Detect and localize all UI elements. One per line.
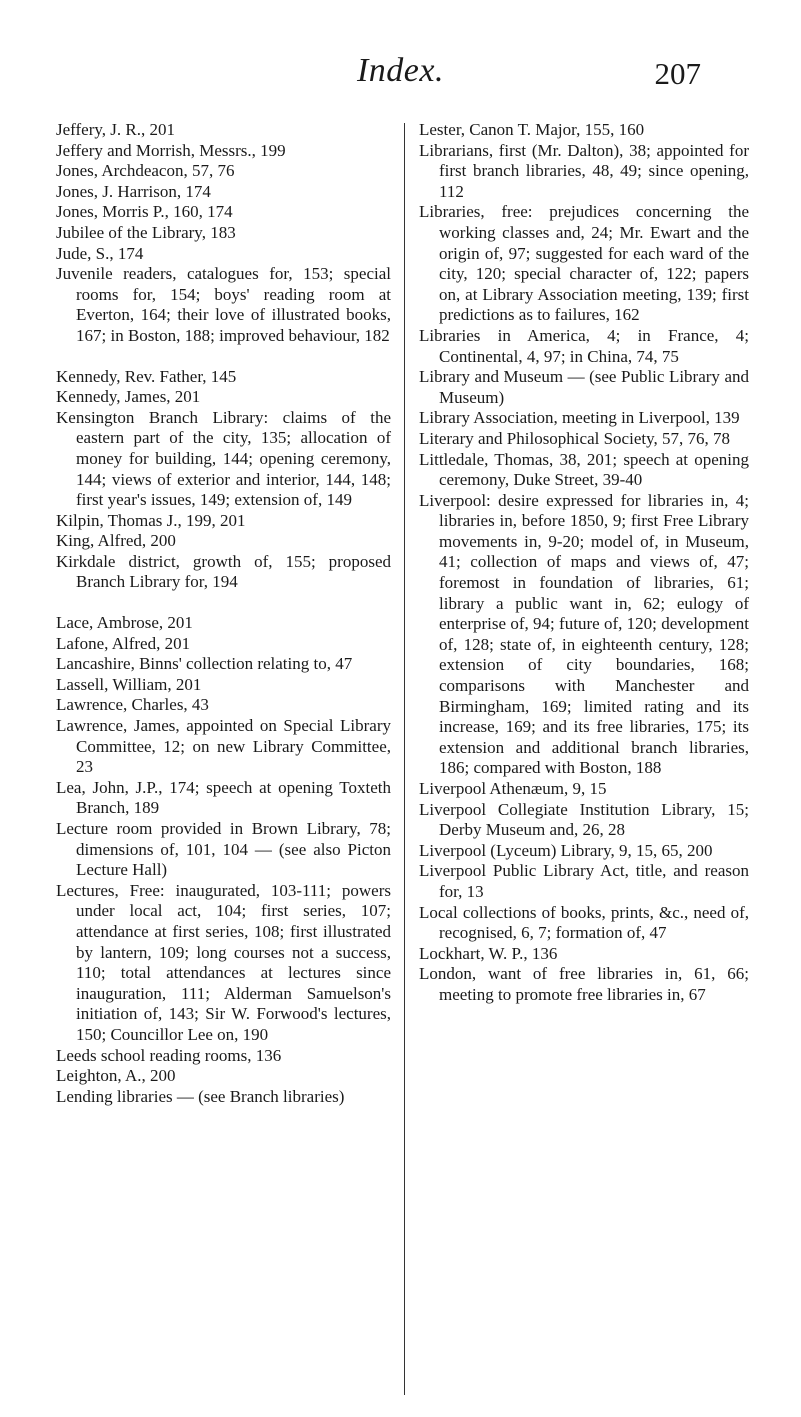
- index-entry: Lecture room provided in Brown Library, 78; dimensions of, 101, 104 — (see also Picton Lecture Hall): [56, 819, 391, 880]
- index-entry: London, want of free libraries in, 61, 66; meeting to promote free libraries in, 67: [419, 964, 749, 1004]
- index-entry: Lace, Ambrose, 201: [56, 613, 193, 633]
- index-entry: Lancashire, Binns' collection relating to, 47: [56, 654, 353, 674]
- index-entry: Libraries in America, 4; in France, 4; Continental, 4, 97; in China, 74, 75: [419, 325, 749, 366]
- index-entry: Juvenile readers, catalogues for, 153; special rooms for, 154; boys' reading room at Everton, 164; their love of illustrated books, 167; in Boston, 188; improved behaviour, 182: [56, 264, 391, 345]
- index-entry: Literary and Philosophical Society, 57, 76, 78: [419, 428, 730, 448]
- index-entry: Lawrence, Charles, 43: [56, 695, 209, 715]
- index-entry: Liverpool Athenæum, 9, 15: [419, 779, 607, 798]
- index-column-right: [419, 120, 749, 1006]
- index-entry: Lester, Canon T. Major, 155, 160: [419, 120, 645, 139]
- index-entry: Liverpool Public Library Act, title, and reason for, 13: [419, 861, 749, 901]
- index-column-left: [56, 120, 391, 1107]
- index-entry: King, Alfred, 200: [56, 531, 176, 551]
- index-entry: Lockhart, W. P., 136: [419, 943, 558, 963]
- index-entry: Lending libraries — (see Branch libraries): [56, 1086, 345, 1106]
- column-divider: [404, 123, 405, 1395]
- index-entry: Leighton, A., 200: [56, 1066, 176, 1086]
- index-entry: Local collections of books, prints, &c., need of, recognised, 6, 7; formation of, 47: [419, 902, 749, 943]
- index-entry: Library Association, meeting in Liverpool, 139: [419, 408, 740, 428]
- page-number: 207: [654, 56, 701, 91]
- index-entry: Leeds school reading rooms, 136: [56, 1045, 282, 1065]
- index-entry: Lectures, Free: inaugurated, 103-111; powers under local act, 104; first series, 107; attendance at first series, 108; first illustrated by lantern, 109; long courses not a success, 110; total attendances at lectures since inauguration, 111; Alderman Samuelson's initiation of, 143; Sir W. Forwood's lectures, 150; Councillor Lee on, 190: [56, 880, 391, 1044]
- index-entry: Jones, Morris P., 160, 174: [56, 202, 233, 222]
- page-title: Index.: [356, 52, 444, 89]
- index-entry: Kensington Branch Library: claims of the eastern part of the city, 135; allocation of money for building, 144; opening ceremony, 144; views of exterior and interior, 144, 148; first year's issues, 149; extension of, 149: [56, 407, 391, 510]
- index-entry: Liverpool (Lyceum) Library, 9, 15, 65, 200: [419, 840, 713, 860]
- index-entry: Jones, J. Harrison, 174: [56, 181, 211, 201]
- index-entry: Jubilee of the Library, 183: [56, 222, 236, 242]
- index-entry: Littledale, Thomas, 38, 201; speech at opening ceremony, Duke Street, 39-40: [419, 449, 749, 490]
- index-entry: Kirkdale district, growth of, 155; proposed Branch Library for, 194: [56, 551, 391, 592]
- index-entry: Liverpool Collegiate Institution Library, 15; Derby Museum and, 26, 28: [419, 799, 749, 840]
- index-entry: Jeffery, J. R., 201: [56, 120, 175, 139]
- index-entry: Kennedy, James, 201: [56, 387, 201, 407]
- index-entry: Lafone, Alfred, 201: [56, 633, 191, 653]
- index-entry: Librarians, first (Mr. Dalton), 38; appointed for first branch libraries, 48, 49; since opening, 112: [419, 140, 749, 201]
- index-entry: Jeffery and Morrish, Messrs., 199: [56, 140, 286, 160]
- index-entry: Library and Museum — (see Public Library and Museum): [419, 367, 749, 407]
- index-entry: Libraries, free: prejudices concerning the working classes and, 24; Mr. Ewart and the origin of, 97; suggested for each ward of the city, 120; special character of, 122; papers on, at Library Association meeting, 139; first predictions as to failures, 162: [419, 202, 749, 325]
- index-entry: Kennedy, Rev. Father, 145: [56, 366, 237, 386]
- index-entry: Jones, Archdeacon, 57, 76: [56, 161, 235, 181]
- index-entry: Kilpin, Thomas J., 199, 201: [56, 510, 246, 530]
- index-entry: Lea, John, J.P., 174; speech at opening Toxteth Branch, 189: [56, 777, 391, 818]
- page-header: [0, 0, 801, 110]
- index-entry: Lawrence, James, appointed on Special Library Committee, 12; on new Library Committee, 23: [56, 716, 391, 777]
- index-entry: Jude, S., 174: [56, 243, 144, 263]
- index-entry: Liverpool: desire expressed for libraries in, 4; libraries in, before 1850, 9; first Free Library movements in, 9-20; model of, in Museum, 41; collection of maps and views of, 47; foremost in foundation of libraries, 61; library a public want in, 62; eulogy of enterprise of, 94; future of, 120; development of, 128; state of, in eighteenth century, 128; extension of city boundaries, 168; comparisons with Manchester and Birmingham, 169; limited rating and its increase, 169; and its free libraries, 175; its extension and additional branch libraries, 186; compared with Boston, 188: [419, 490, 749, 778]
- index-entry: Lassell, William, 201: [56, 674, 202, 694]
